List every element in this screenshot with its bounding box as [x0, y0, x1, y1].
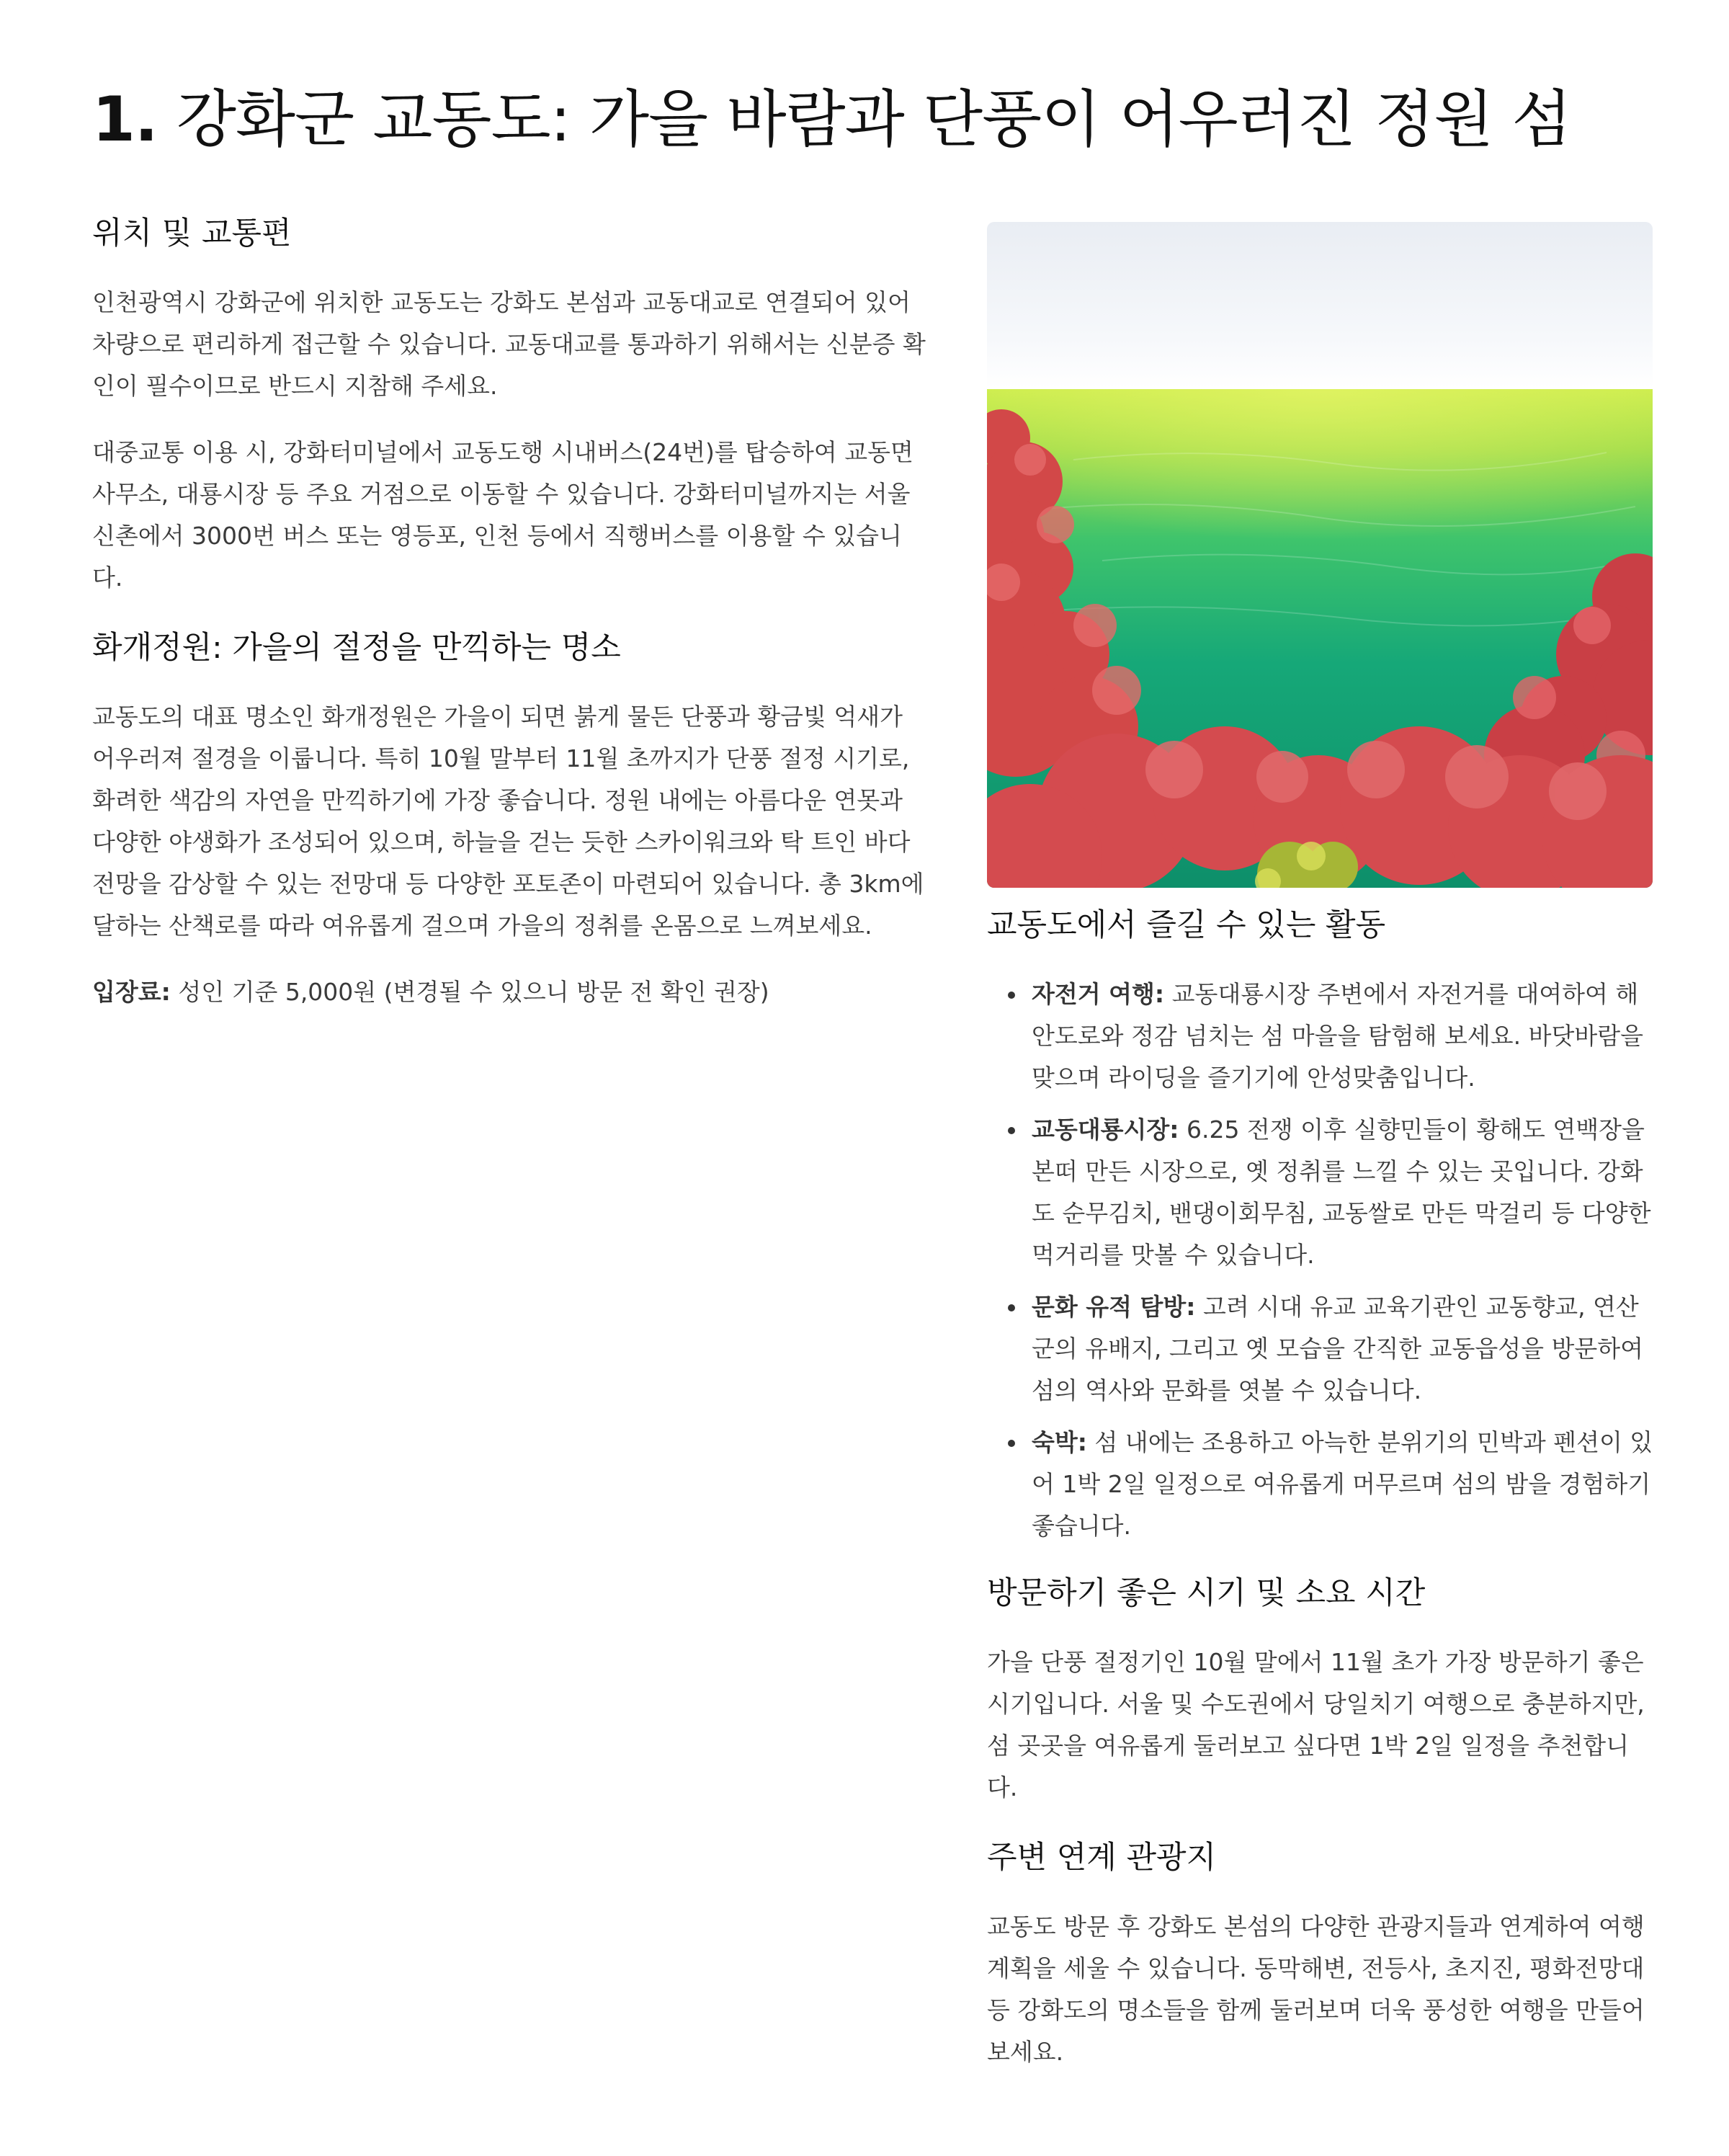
- activity-text: 고려 시대 유교 교육기관인 교동향교, 연산군의 유배지, 그리고 옛 모습을 간직한 교동읍성을 방문하여 섬의 역사와 문화를 엿볼 수 있습니다.: [1032, 1293, 1643, 1404]
- admission-fee: [92, 971, 928, 1013]
- best-time-section: [987, 1569, 1657, 1809]
- left-column: [92, 209, 928, 1038]
- right-column: [987, 901, 1657, 2098]
- title-text: 강화군 교동도: 가을 바람과 단풍이 어우러진 정원 섬: [176, 84, 1571, 156]
- nearby-paragraph: 교동도 방문 후 강화도 본섬의 다양한 관광지들과 연계하여 여행 계획을 세울 수 있습니다. 동막해변, 전등사, 초지진, 평화전망대 등 강화도의 명소들을 함께 둘러보며 더욱 풍성한 여행을 만들어 보세요.: [987, 1912, 1645, 2066]
- garden-heading: 화개정원: 가을의 절정을 만끽하는 명소: [92, 630, 621, 666]
- activities-section: [987, 901, 1657, 1547]
- activity-label: 문화 유적 탐방:: [1032, 1293, 1196, 1321]
- list-item: [1027, 974, 1657, 1099]
- nearby-heading: 주변 연계 관광지: [987, 1840, 1217, 1876]
- list-item: [1027, 1286, 1657, 1412]
- list-item: [1027, 1109, 1657, 1276]
- autumn-maple-sea-image: [987, 222, 1653, 888]
- nearby-section: [987, 1833, 1657, 2073]
- list-item: [1027, 1422, 1657, 1547]
- activities-list: [987, 974, 1657, 1547]
- garden-paragraph: 교동도의 대표 명소인 화개정원은 가을이 되면 붉게 물든 단풍과 황금빛 억새가 어우러져 절경을 이룹니다. 특히 10월 말부터 11월 초까지가 단풍 절정 시기로, 화려한 색감의 자연을 만끽하기에 가장 좋습니다. 정원 내에는 아름다운 연못과 다양한 야생화가 조성되어 있으며, 하늘을 걷는 듯한 스카이워크와 탁 트인 바다 전망을 감상할 수 있는 전망대 등 다양한 포토존이 마련되어 있습니다. 총 3km에 달하는 산책로를 따라 여유롭게 걸으며 가을의 정취를 온몸으로 느껴보세요.: [92, 703, 924, 940]
- location-section: [92, 209, 928, 599]
- best-time-heading: 방문하기 좋은 시기 및 소요 시간: [987, 1575, 1426, 1611]
- admission-fee-text: 성인 기준 5,000원 (변경될 수 있으니 방문 전 확인 권장): [170, 978, 769, 1006]
- activity-text: 교동대룡시장 주변에서 자전거를 대여하여 해안도로와 정감 넘치는 섬 마을을 탐험해 보세요. 바닷바람을 맞으며 라이딩을 즐기기에 안성맞춤입니다.: [1032, 980, 1643, 1092]
- page-title: [92, 69, 1571, 159]
- activity-text: 6.25 전쟁 이후 실향민들이 황해도 연백장을 본떠 만든 시장으로, 옛 정취를 느낄 수 있는 곳입니다. 강화도 순무김치, 밴댕이회무침, 교동쌀로 만든 막걸리 등 다양한 먹거리를 맛볼 수 있습니다.: [1032, 1115, 1651, 1269]
- location-heading: 위치 및 교통편: [92, 215, 292, 251]
- activities-heading: 교동도에서 즐길 수 있는 활동: [987, 907, 1386, 943]
- activity-text: 섬 내에는 조용하고 아늑한 분위기의 민박과 펜션이 있어 1박 2일 일정으로 여유롭게 머무르며 섬의 밤을 경험하기 좋습니다.: [1032, 1428, 1653, 1540]
- activity-label: 교동대룡시장:: [1032, 1115, 1179, 1144]
- admission-fee-label: 입장료:: [92, 978, 171, 1006]
- garden-section: [92, 623, 928, 1013]
- best-time-paragraph: 가을 단풍 절정기인 10월 말에서 11월 초가 가장 방문하기 좋은 시기입니다. 서울 및 수도권에서 당일치기 여행으로 충분하지만, 섬 곳곳을 여유롭게 둘러보고 싶다면 1박 2일 일정을 추천합니다.: [987, 1648, 1645, 1801]
- location-paragraph-2: 대중교통 이용 시, 강화터미널에서 교동도행 시내버스(24번)를 탑승하여 교동면사무소, 대룡시장 등 주요 거점으로 이동할 수 있습니다. 강화터미널까지는 서울 신촌에서 3000번 버스 또는 영등포, 인천 등에서 직행버스를 이용할 수 있습니다.: [92, 438, 913, 592]
- activity-label: 자전거 여행:: [1032, 980, 1165, 1008]
- location-paragraph-1: 인천광역시 강화군에 위치한 교동도는 강화도 본섬과 교동대교로 연결되어 있어 차량으로 편리하게 접근할 수 있습니다. 교동대교를 통과하기 위해서는 신분증 확인이 필수이므로 반드시 지참해 주세요.: [92, 288, 926, 400]
- activity-label: 숙박:: [1032, 1428, 1087, 1456]
- title-number: 1.: [92, 84, 158, 156]
